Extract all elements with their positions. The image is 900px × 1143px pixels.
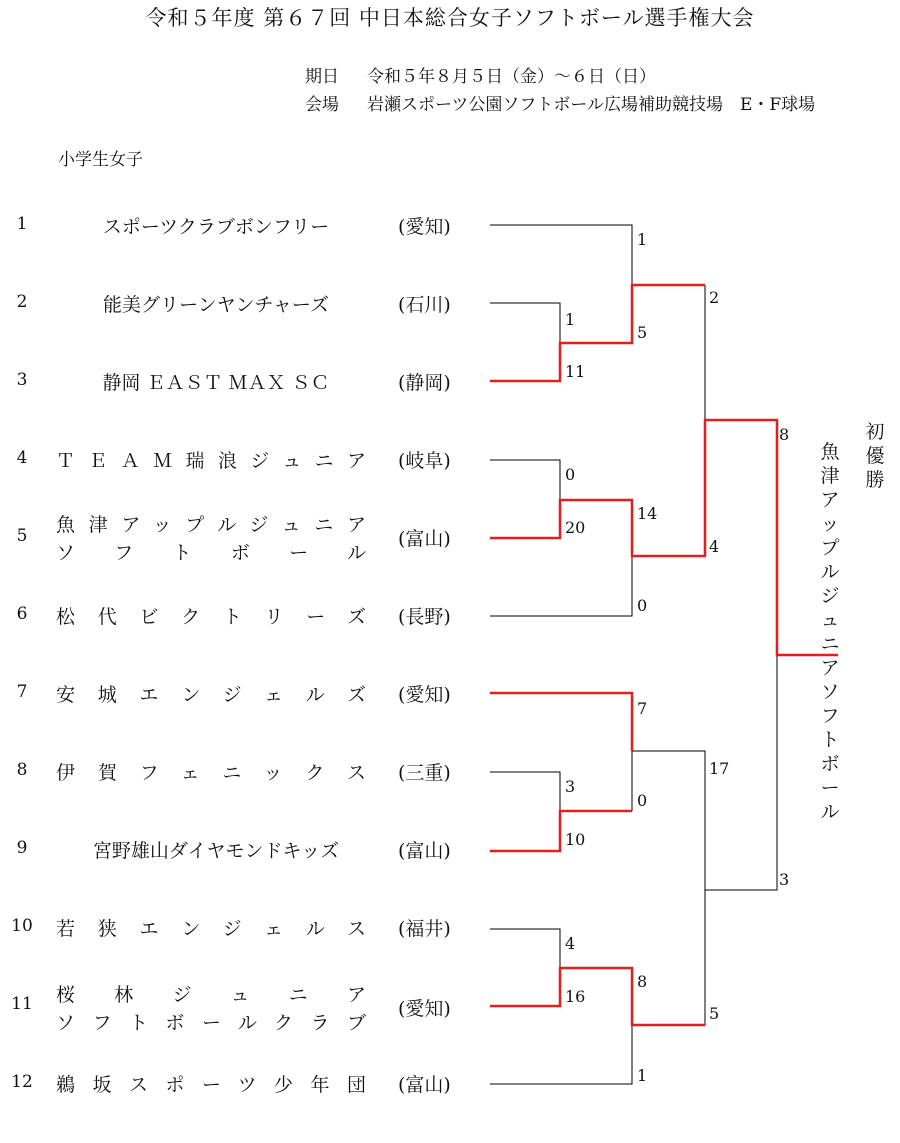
bracket-line: [632, 890, 705, 1025]
bracket-line: [490, 929, 560, 968]
score: 0: [565, 465, 576, 484]
date-value: 令和５年８月５日（金）～６日（日）: [367, 67, 656, 87]
team-name: 魚津アップルジュニア: [56, 514, 366, 536]
score: 8: [637, 972, 648, 991]
team-number: 7: [16, 682, 28, 702]
team-name: 伊賀フェニックス: [56, 762, 366, 784]
team-number: 3: [16, 370, 28, 390]
team-name-line2: ソフトボール: [56, 542, 366, 564]
score: 5: [709, 1004, 720, 1023]
team-prefecture: (富山): [398, 528, 451, 550]
team-number: 2: [16, 292, 28, 312]
score: 20: [565, 518, 586, 537]
team-prefecture: (富山): [398, 840, 451, 862]
bracket-line: [490, 1025, 632, 1084]
score: 10: [565, 830, 586, 849]
score: 0: [637, 791, 648, 810]
date-label: 期日: [305, 67, 339, 87]
category-label: 小学生女子: [58, 150, 143, 170]
score: 11: [565, 362, 586, 381]
team-name-line2: ソフトボールクラブ: [56, 1012, 366, 1034]
bracket-line: [632, 751, 705, 890]
team-name: 鵜坂スポーツ少年団: [56, 1074, 366, 1096]
team-name: 松代ビクトリーズ: [56, 606, 366, 628]
score: 2: [709, 288, 720, 307]
score: 14: [637, 504, 658, 523]
team-number: 1: [16, 214, 28, 234]
team-name: スポーツクラブボンフリー: [102, 216, 330, 238]
page-title: 令和５年度 第６７回 中日本総合女子ソフトボール選手権大会: [145, 6, 755, 30]
winner-path: [490, 811, 632, 851]
score: 4: [565, 934, 576, 953]
team-prefecture: (愛知): [398, 684, 451, 706]
score: 7: [637, 699, 648, 718]
winner-path: [490, 285, 705, 381]
team-number: 9: [16, 838, 28, 858]
champion-team: 魚津アップルジュニアソフトボール: [820, 441, 840, 823]
score: 17: [709, 759, 730, 778]
team-name: ＴＥＡＭ瑞浪ジュニア: [56, 450, 366, 472]
team-number: 4: [16, 448, 28, 468]
team-prefecture: (富山): [398, 1074, 451, 1096]
winner-path: [490, 693, 632, 751]
score: 0: [637, 596, 648, 615]
bracket-line: [490, 225, 632, 285]
team-name: 能美グリーンヤンチャーズ: [103, 294, 329, 316]
team-prefecture: (石川): [398, 294, 451, 316]
team-name: 宮野雄山ダイヤモンドキッズ: [92, 840, 340, 862]
team-prefecture: (愛知): [398, 998, 451, 1020]
team-number: 11: [11, 994, 33, 1014]
winner-path: [490, 420, 838, 655]
score: 4: [709, 537, 720, 556]
venue-value: 岩瀬スポーツ公園ソフトボール広場補助競技場 E・F球場: [367, 95, 816, 115]
bracket-line: [490, 556, 632, 616]
team-name: 若狭エンジェルス: [56, 918, 366, 940]
score: 3: [565, 777, 576, 796]
venue-label: 会場: [305, 95, 339, 115]
bracket-line: [490, 303, 560, 343]
team-number: 8: [16, 760, 28, 780]
champion-label: 初優勝: [865, 421, 885, 491]
score: 3: [779, 870, 790, 889]
score: 8: [779, 425, 790, 444]
score: 5: [637, 323, 648, 342]
team-name: 桜林ジュニア: [56, 984, 366, 1006]
team-number: 5: [16, 526, 28, 546]
team-prefecture: (長野): [398, 606, 451, 628]
team-name: 静岡 ＥＡＳＴ ＭＡＸ ＳＣ: [102, 372, 330, 394]
score: 1: [637, 230, 648, 249]
team-prefecture: (愛知): [398, 216, 451, 238]
winner-path: [490, 968, 705, 1025]
score: 1: [637, 1066, 648, 1085]
team-prefecture: (福井): [398, 918, 451, 940]
team-prefecture: (岐阜): [398, 450, 451, 472]
score: 16: [565, 987, 586, 1006]
team-prefecture: (静岡): [398, 372, 451, 394]
team-prefecture: (三重): [398, 762, 451, 784]
team-number: 10: [11, 916, 33, 936]
bracket-line: [490, 460, 560, 500]
score: 1: [565, 310, 576, 329]
team-number: 12: [11, 1072, 33, 1092]
team-number: 6: [16, 604, 28, 624]
team-name: 安城エンジェルズ: [56, 684, 366, 706]
bracket-line: [490, 772, 560, 811]
